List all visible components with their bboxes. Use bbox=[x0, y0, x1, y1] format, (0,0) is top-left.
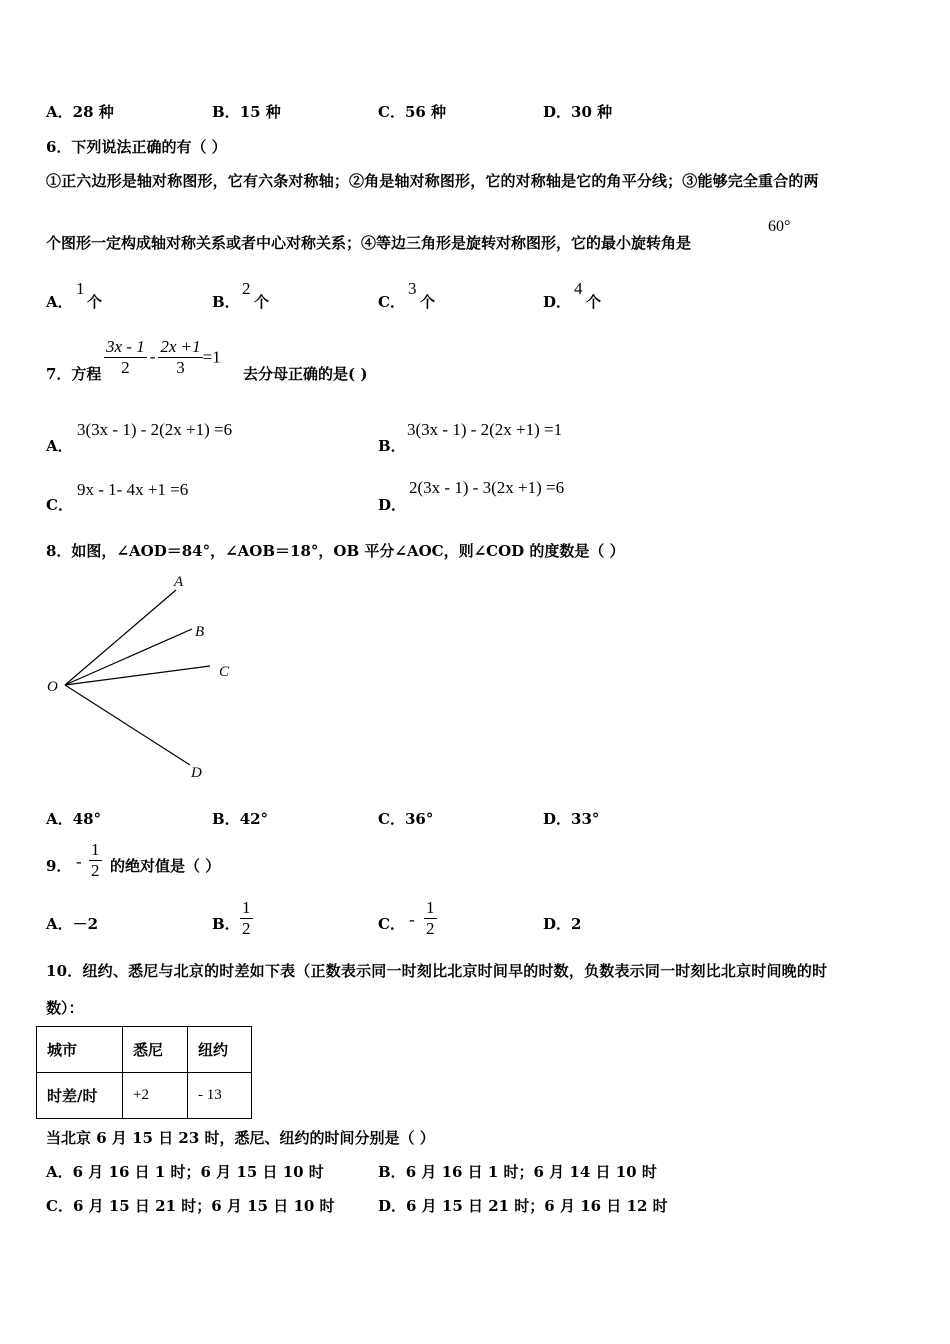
option-text: 30 种 bbox=[571, 103, 613, 121]
ray-od bbox=[65, 685, 190, 765]
q7-option-a[interactable]: A． bbox=[46, 437, 73, 455]
fraction-numerator: 1 bbox=[426, 898, 435, 917]
q5-option-c[interactable] bbox=[378, 101, 446, 122]
table-header-sydney: 悉尼 bbox=[123, 1027, 188, 1073]
option-letter: D． bbox=[378, 1197, 407, 1215]
q6-option-c[interactable] bbox=[378, 291, 405, 312]
q9-suffix: 的绝对值是（ ） bbox=[110, 857, 221, 875]
q7-equation bbox=[104, 337, 221, 378]
q6-option-b[interactable] bbox=[212, 291, 240, 312]
q10-line1: 10．纽约、悉尼与北京的时差如下表（正数表示同一时刻比北京时间早的时数，负数表示同一时刻比北京时间晚的时 bbox=[46, 962, 828, 980]
q7-fraction-1 bbox=[104, 337, 147, 378]
q10-option-d[interactable] bbox=[378, 1195, 668, 1216]
q9-option-b[interactable]: B． bbox=[212, 915, 240, 933]
q6-option-a[interactable] bbox=[46, 291, 73, 312]
table-cell-sydney: +2 bbox=[123, 1073, 188, 1119]
q10-option-a[interactable] bbox=[46, 1161, 324, 1182]
option-text: 6 月 15 日 21 时；6 月 15 日 10 时 bbox=[72, 1197, 335, 1215]
option-text: 48° bbox=[72, 810, 102, 828]
option-letter: D． bbox=[543, 915, 572, 933]
q5-option-b[interactable] bbox=[212, 101, 281, 122]
q9-option-c-neg: - bbox=[409, 910, 415, 929]
q8-option-d[interactable] bbox=[543, 808, 599, 829]
q6-option-b-num: 2 bbox=[242, 279, 251, 298]
q7-option-c-expr: 9x - 1- 4x +1 =6 bbox=[77, 480, 189, 499]
fraction-numerator: 1 bbox=[91, 840, 100, 859]
q7-option-b-expr: 3(3x - 1) - 2(2x +1) =1 bbox=[407, 420, 563, 439]
q6-option-b-unit: 个 bbox=[254, 293, 270, 311]
table-header-city: 城市 bbox=[37, 1027, 123, 1073]
option-letter: A． bbox=[46, 293, 73, 311]
q6-line1: ①正六边形是轴对称图形，它有六条对称轴；②角是轴对称图形，它的对称轴是它的角平分线；③能够完全重合的两 bbox=[46, 172, 819, 190]
q6-line2: 个图形一定构成轴对称关系或者中心对称关系；④等边三角形是旋转对称图形，它的最小旋转角是 bbox=[46, 234, 692, 252]
q5-option-a[interactable] bbox=[46, 101, 114, 122]
q6-option-a-unit: 个 bbox=[87, 293, 103, 311]
q9-neg: - bbox=[76, 852, 82, 871]
q6-angle: 60° bbox=[768, 218, 791, 235]
fraction-denominator: 2 bbox=[242, 919, 251, 938]
table-row bbox=[37, 1073, 252, 1119]
option-text: 6 月 16 日 1 时；6 月 14 日 10 时 bbox=[405, 1163, 657, 1181]
q8-stem: 8．如图，∠AOD＝84°，∠AOB＝18°，OB 平分∠AOC，则∠COD 的度数是（ ） bbox=[46, 542, 625, 560]
q7-equals: =1 bbox=[202, 347, 221, 367]
q9-prefix: 9． bbox=[46, 857, 72, 875]
q6-stem: 6．下列说法正确的有（ ） bbox=[46, 138, 227, 156]
q6-option-d-unit: 个 bbox=[586, 293, 602, 311]
label-b: B bbox=[195, 624, 205, 640]
q7-minus: - bbox=[149, 347, 156, 366]
q8-option-a[interactable] bbox=[46, 808, 101, 829]
option-text: 56 种 bbox=[404, 103, 447, 121]
option-letter: A． bbox=[46, 103, 73, 121]
fraction-numerator: 3x - 1 bbox=[106, 337, 145, 356]
q7-option-b[interactable]: B． bbox=[378, 437, 406, 455]
fraction-numerator: 2x +1 bbox=[160, 337, 201, 356]
option-text: 6 月 15 日 21 时；6 月 16 日 12 时 bbox=[406, 1197, 668, 1215]
q6-option-d[interactable] bbox=[543, 291, 571, 312]
option-text: 42° bbox=[239, 810, 269, 828]
option-text: 6 月 16 日 1 时；6 月 15 日 10 时 bbox=[72, 1163, 324, 1181]
q7-option-d[interactable]: D． bbox=[378, 496, 407, 514]
option-letter: A． bbox=[46, 1163, 73, 1181]
q9-option-d[interactable] bbox=[543, 913, 581, 934]
option-text: 2 bbox=[571, 915, 582, 933]
q10-option-c[interactable] bbox=[46, 1195, 335, 1216]
q7-option-a-expr: 3(3x - 1) - 2(2x +1) =6 bbox=[77, 420, 233, 439]
q5-option-d[interactable] bbox=[543, 101, 612, 122]
option-letter: B． bbox=[378, 1163, 406, 1181]
q9-option-c-fraction bbox=[424, 898, 437, 939]
label-d: D bbox=[191, 765, 202, 781]
q6-option-a-num: 1 bbox=[76, 279, 85, 298]
fraction-denominator: 2 bbox=[91, 861, 100, 880]
option-text: 33° bbox=[571, 810, 600, 828]
table-row bbox=[37, 1027, 252, 1073]
q9-option-a[interactable] bbox=[46, 913, 98, 934]
fraction-denominator: 2 bbox=[104, 357, 147, 378]
option-letter: B． bbox=[212, 293, 240, 311]
label-c: C bbox=[219, 664, 230, 680]
q7-option-c[interactable]: C． bbox=[46, 496, 73, 514]
q9-fraction bbox=[89, 840, 102, 881]
q8-option-b[interactable] bbox=[212, 808, 268, 829]
q6-option-c-num: 3 bbox=[408, 279, 417, 298]
table-header-newyork: 纽约 bbox=[188, 1027, 252, 1073]
fraction-denominator: 3 bbox=[158, 357, 202, 378]
q10-option-b[interactable] bbox=[378, 1161, 657, 1182]
q9-option-b-fraction bbox=[240, 898, 253, 939]
option-text: 15 种 bbox=[239, 103, 281, 121]
label-a: A bbox=[174, 574, 184, 590]
fraction-numerator: 1 bbox=[242, 898, 251, 917]
q8-angle-figure bbox=[40, 570, 240, 785]
option-letter: B． bbox=[212, 103, 240, 121]
ray-oa bbox=[65, 590, 176, 685]
option-letter: A． bbox=[46, 810, 73, 828]
table-row-label: 时差/时 bbox=[37, 1073, 123, 1119]
option-letter: D． bbox=[543, 103, 572, 121]
q7-prefix: 7．方程 bbox=[46, 365, 102, 383]
option-letter: C． bbox=[378, 103, 405, 121]
q10-question: 当北京 6 月 15 日 23 时，悉尼、纽约的时间分别是（ ） bbox=[46, 1129, 435, 1147]
q10-line2: 数）： bbox=[46, 999, 84, 1017]
q6-option-c-unit: 个 bbox=[420, 293, 436, 311]
option-letter: D． bbox=[543, 293, 572, 311]
table-cell-newyork: - 13 bbox=[188, 1073, 252, 1119]
option-text: 28 种 bbox=[72, 103, 114, 121]
q10-timezone-table bbox=[36, 1026, 252, 1119]
option-letter: C． bbox=[378, 293, 405, 311]
fraction-denominator: 2 bbox=[426, 919, 435, 938]
q7-option-d-expr: 2(3x - 1) - 3(2x +1) =6 bbox=[409, 478, 565, 497]
option-letter: A． bbox=[46, 915, 73, 933]
option-text: 36° bbox=[404, 810, 434, 828]
option-letter: C． bbox=[378, 810, 405, 828]
label-o: O bbox=[47, 679, 58, 695]
option-letter: C． bbox=[46, 1197, 73, 1215]
q7-fraction-2 bbox=[158, 337, 202, 378]
option-letter: B． bbox=[212, 810, 240, 828]
q9-option-c[interactable]: C． bbox=[378, 915, 405, 933]
q6-option-d-num: 4 bbox=[574, 279, 583, 298]
q7-suffix: 去分母正确的是( ) bbox=[243, 365, 368, 383]
option-text: －2 bbox=[72, 915, 99, 933]
q8-option-c[interactable] bbox=[378, 808, 433, 829]
option-letter: D． bbox=[543, 810, 572, 828]
